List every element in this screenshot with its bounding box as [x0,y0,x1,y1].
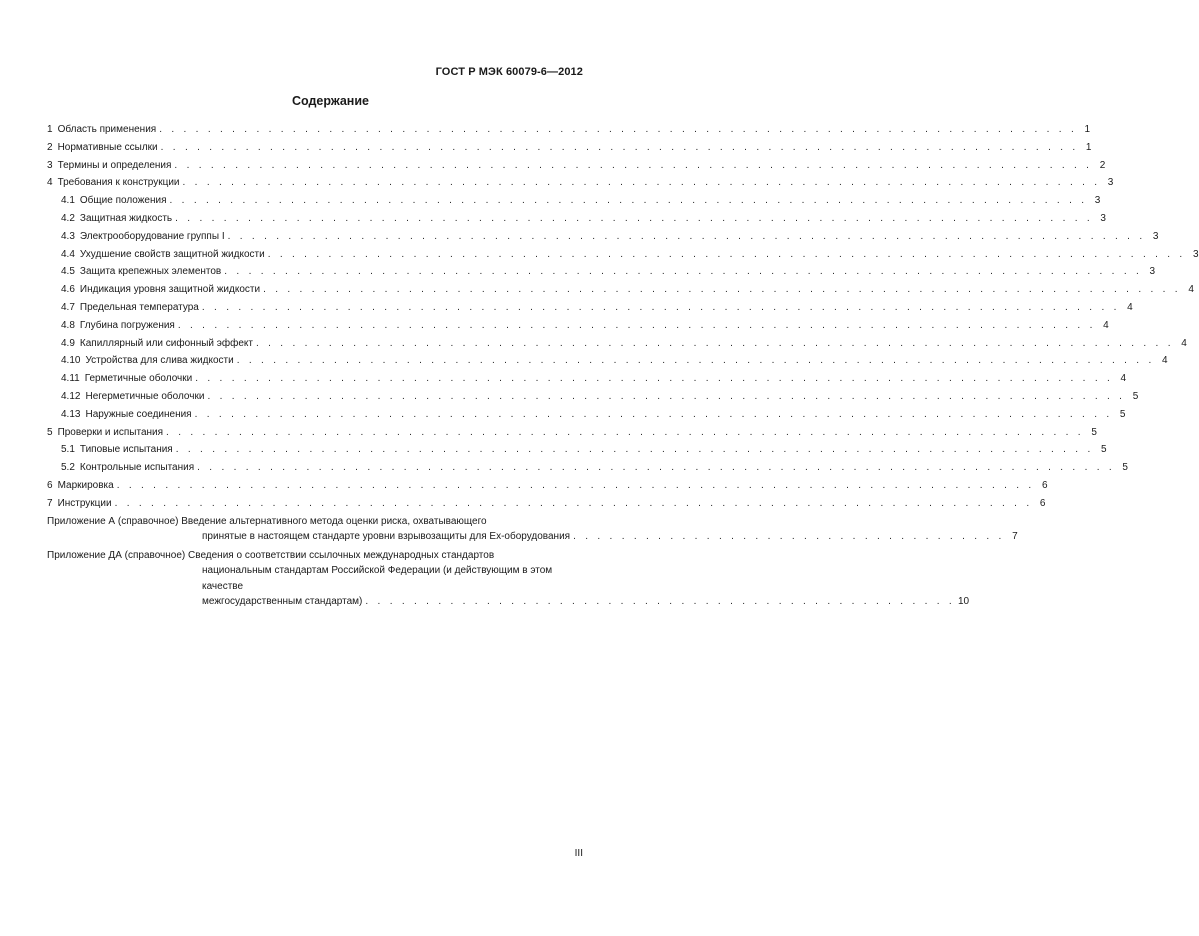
toc-entry-4-4[interactable] [47,246,1199,264]
dot-leader: . . . . . . . . . . . . . . . . . . . . . . . . . . . . . . . . . . . . . . . . . . . . . . . . . . . . . . . . . . . . . . . . . . . . . . . . . . . . [177,319,1096,331]
toc-entry-number: 4.1 [61,195,75,207]
toc-entry-page: 4 [1103,319,1109,331]
toc-entry-4-7[interactable] [47,299,1133,317]
toc-entry-title: Капиллярный или сифонный эффект [79,337,253,349]
toc-entry-5-1[interactable] [47,441,1107,459]
toc-entry-page: 4 [1161,355,1168,367]
toc-entry-5-2[interactable] [47,459,1128,477]
toc-entry-page: 3 [1107,177,1114,189]
toc-entry-title: Защитная жидкость [79,212,173,224]
toc-heading: Содержание [291,94,369,108]
appendix-da-continuation [47,594,970,610]
toc-entry-title: Термины и определения [57,159,172,171]
toc-entry-title: Требования к конструкции [57,177,180,189]
toc-entry-number: 4.3 [61,230,75,242]
dot-leader: . . . . . . . . . . . . . . . . . . . . . . . . . . . . . . . . . . . . . . . . . . . . . . . . . . . . . . . . . . . . . . . . . . . . . . . . . . . . [174,159,1093,171]
toc-entry-number: 5.1 [61,444,75,456]
toc-entry-number: 5.2 [61,462,75,474]
toc-entry-number: 6 [47,479,53,491]
toc-entry-2[interactable] [47,139,1092,157]
dot-leader: . . . . . . . . . . . . . . . . . . . . . . . . . . . . . . . . . . . . . . . . . . . . . . . . . . . . . . . . . . . . . . . . . . . . . . . . . . . . [197,462,1115,474]
dot-leader: . . . . . . . . . . . . . . . . . . . . . . . . . . . . . . . . . . . . . . . . . . . . . . . . . . . . . . . . . . . . . . . . . . . . . . . . . . . . [227,230,1146,242]
toc-entry-title: Общие положения [79,195,167,207]
document-code-header: ГОСТ Р МЭК 60079-6—2012 [435,66,583,78]
dot-leader: . . . . . . . . . . . . . . . . . . . . . . . . . . . . . . . . . . . . . . . . . . . . . . . . . . . . . . . . . . . . . . . . . . . . . . . . . . . . [175,212,1093,224]
dot-leader: . . . . . . . . . . . . . . . . . . . . . . . . . . . . . . . . . . . . . . . . . . . . . . . . . . . . . . . . . . . . . . . . . . . . . . . . . . . . [160,141,1079,153]
toc-entry-page: 10 [958,596,970,608]
toc-entry-title: Негерметичные оболочки [85,390,205,402]
toc-entry-title: Инструкции [57,497,112,509]
toc-entry-number: 7 [47,497,53,509]
toc-entry-5[interactable] [47,424,1097,442]
toc-entry-title: Область применения [57,124,157,135]
toc-entry-page: 1 [1084,124,1091,135]
dot-leader: . . . . . . . . . . . . . . . . . . . . . . . . . . . . . . . . . . . . . . . . . . . . . . . . . . . . . . . . . . . . . . . . . . . . . . . . . . . . [263,284,1181,296]
toc-entry-page: 4 [1127,301,1133,313]
toc-entry-number: 4.8 [61,319,75,331]
toc-entry-title: Предельная температура [79,301,199,313]
toc-entry-page: 4 [1188,284,1194,296]
dot-leader: . . . . . . . . . . . . . . . . . . . . . . . . . . . . . . . . . . . . . . . . . . . . . . . . . . . . . . . . . . . . . . . . . . . . . . . . . . . . [224,266,1143,278]
toc-entry-title: Защита крепежных элементов [79,266,222,278]
appendix-a-continuation [47,529,1018,545]
toc-entry-number: 2 [47,141,53,153]
dot-leader: . . . . . . . . . . . . . . . . . . . . . . . . . . . . . . . . . . . . . . . . . . . . . . . . . . . . . . . . . . . . . . . . . . . . . . . . . . . . [114,497,1033,509]
toc-entry-title: Типовые испытания [79,444,173,456]
toc-entry-page: 4 [1181,337,1187,349]
toc-entry-number: 3 [47,159,53,171]
toc-entry-4-11[interactable] [47,370,1127,388]
toc-entry-page: 7 [1012,531,1018,543]
toc-entry-4-13[interactable] [47,406,1126,424]
toc-entry-number: 4.11 [61,373,80,385]
table-of-contents [47,121,1199,610]
toc-entry-appendix-da[interactable] [47,548,970,610]
toc-entry-4-10[interactable] [47,352,1168,370]
toc-entry-title: Нормативные ссылки [57,141,158,153]
toc-entry-number: 4.7 [61,301,75,313]
dot-leader: . . . . . . . . . . . . . . . . . . . . . . . . . . . . . . . . . . . . . . . . . . . . . . . . . . . . . . . . . . . . . . . . . . . . . . . . . . . . [201,301,1120,313]
toc-entry-number: 5 [47,426,53,438]
dot-leader: . . . . . . . . . . . . . . . . . . . . . . . . . . . . . . . . . . . . . . . . . . . . . . . . . . . . . . . . . . . . . . . . . . . . . . . . . . . . [166,426,1084,438]
toc-entry-appendix-a[interactable] [47,514,1018,545]
dot-leader: . . . . . . . . . . . . . . . . . . . . . . . . . . . . . . . . . . . . [573,531,1005,543]
toc-entry-page: 6 [1039,497,1046,509]
dot-leader: . . . . . . . . . . . . . . . . . . . . . . . . . . . . . . . . . . . . . . . . . . . . . . . . . . . . . . . . . . . . . . . . . . . . . . . . . . . . [195,373,1114,385]
toc-entry-page: 4 [1120,373,1127,385]
toc-entry-4-2[interactable] [47,210,1106,228]
appendix-da-title-line3: межгосударственным стандартам) [202,596,363,608]
toc-entry-page: 5 [1119,408,1126,420]
toc-entry-4[interactable] [47,174,1114,192]
dot-leader: . . . . . . . . . . . . . . . . . . . . . . . . . . . . . . . . . . . . . . . . . . . . . . . . . . . . . . . . . . . . . . . . . . . . . . . . . . . . [194,408,1113,420]
toc-entry-4-6[interactable] [47,281,1194,299]
toc-entry-4-5[interactable] [47,263,1156,281]
toc-entry-4-12[interactable] [47,388,1139,406]
toc-entry-page: 2 [1099,159,1106,171]
dot-leader: . . . . . . . . . . . . . . . . . . . . . . . . . . . . . . . . . . . . . . . . . . . . . . . . . . . . . . . . . . . . . . . . . . . . . . . . . . . . [207,390,1126,402]
toc-entry-4-9[interactable] [47,335,1187,353]
appendix-a-heading: Приложение А (справочное) Введение альтернативного метода оценки риска, охватывающего [47,515,487,527]
toc-entry-page: 5 [1100,444,1107,456]
toc-entry-number: 4.6 [61,284,75,296]
dot-leader: . . . . . . . . . . . . . . . . . . . . . . . . . . . . . . . . . . . . . . . . . . . . . . . . . . . . . . . . . . . . . . . . . . . . . . . . . . . . [169,195,1088,207]
toc-entry-number: 4.4 [61,248,75,260]
dot-leader: . . . . . . . . . . . . . . . . . . . . . . . . . . . . . . . . . . . . . . . . . . . . . . . . . . . . . . . . . . . . . . . . . . . . . . . . . . . . [116,479,1035,491]
toc-entry-title: Контрольные испытания [79,462,195,474]
toc-entry-title: Проверки и испытания [57,426,164,438]
toc-entry-number: 4.5 [61,266,75,278]
toc-entry-page: 3 [1094,195,1101,207]
appendix-a-title-line2: принятые в настоящем стандарте уровни взрывозащиты для Ex-оборудования [202,531,571,543]
page-number: III [574,848,583,859]
dot-leader: . . . . . . . . . . . . . . . . . . . . . . . . . . . . . . . . . . . . . . . . . . . . . . . . . . . . . . . . . . . . . . . . . . . . . . . . . . . . [236,355,1155,367]
toc-entry-3[interactable] [47,157,1106,175]
toc-entry-4-3[interactable] [47,228,1159,246]
toc-entry-page: 6 [1041,479,1048,491]
toc-entry-number: 4.2 [61,212,75,224]
toc-entry-6[interactable] [47,477,1048,495]
dot-leader: . . . . . . . . . . . . . . . . . . . . . . . . . . . . . . . . . . . . . . . . . . . . . . . . . . . . . . . . . . . . . . . . . . . . . . . . . . . . [255,337,1174,349]
toc-entry-title: Ухудшение свойств защитной жидкости [79,248,265,260]
toc-entry-number: 1 [47,124,53,135]
toc-entry-number: 4.12 [61,390,81,402]
toc-entry-title: Маркировка [57,479,114,491]
dot-leader: . . . . . . . . . . . . . . . . . . . . . . . . . . . . . . . . . . . . . . . . . . . . . . . . . . . . . . . . . . . . . . . . . . . . . . . . . . . . [159,124,1078,135]
toc-entry-page: 1 [1085,141,1092,153]
toc-entry-7[interactable] [47,495,1046,513]
toc-entry-page: 5 [1132,390,1139,402]
toc-entry-number: 4 [47,177,53,189]
toc-entry-number: 4.13 [61,408,81,420]
toc-entry-page: 5 [1122,462,1128,474]
dot-leader: . . . . . . . . . . . . . . . . . . . . . . . . . . . . . . . . . . . . . . . . . . . . . . . . . . . . . . . . . . . . . . . . . . . . . . . . . . . . [182,177,1101,189]
toc-entry-title: Наружные соединения [85,408,192,420]
appendix-da-heading: Приложение ДА (справочное) Сведения о соответствии ссылочных международных стандартов [47,549,495,561]
toc-entry-title: Герметичные оболочки [84,373,193,385]
toc-entry-page: 5 [1091,426,1097,438]
toc-entry-4-8[interactable] [47,317,1109,335]
dot-leader: . . . . . . . . . . . . . . . . . . . . . . . . . . . . . . . . . . . . . . . . . . . . . . . . . [365,596,955,608]
toc-entry-title: Глубина погружения [79,319,175,331]
toc-entry-page: 3 [1149,266,1156,278]
appendix-da-title-line2: национальным стандартам Российской Федерации (и действующим в этом качестве [202,565,553,592]
toc-entry-1[interactable] [47,121,1091,139]
toc-entry-number: 4.10 [61,355,81,367]
toc-entry-page: 3 [1100,212,1106,224]
toc-entry-title: Устройства для слива жидкости [85,355,234,367]
toc-entry-title: Индикация уровня защитной жидкости [79,284,261,296]
toc-entry-title: Электрооборудование группы I [79,230,225,242]
toc-entry-page: 3 [1192,248,1199,260]
toc-entry-4-1[interactable] [47,192,1101,210]
toc-entry-number: 4.9 [61,337,75,349]
dot-leader: . . . . . . . . . . . . . . . . . . . . . . . . . . . . . . . . . . . . . . . . . . . . . . . . . . . . . . . . . . . . . . . . . . . . . . . . . . . . [175,444,1094,456]
toc-entry-page: 3 [1152,230,1159,242]
dot-leader: . . . . . . . . . . . . . . . . . . . . . . . . . . . . . . . . . . . . . . . . . . . . . . . . . . . . . . . . . . . . . . . . . . . . . . . . . . . . [267,248,1186,260]
